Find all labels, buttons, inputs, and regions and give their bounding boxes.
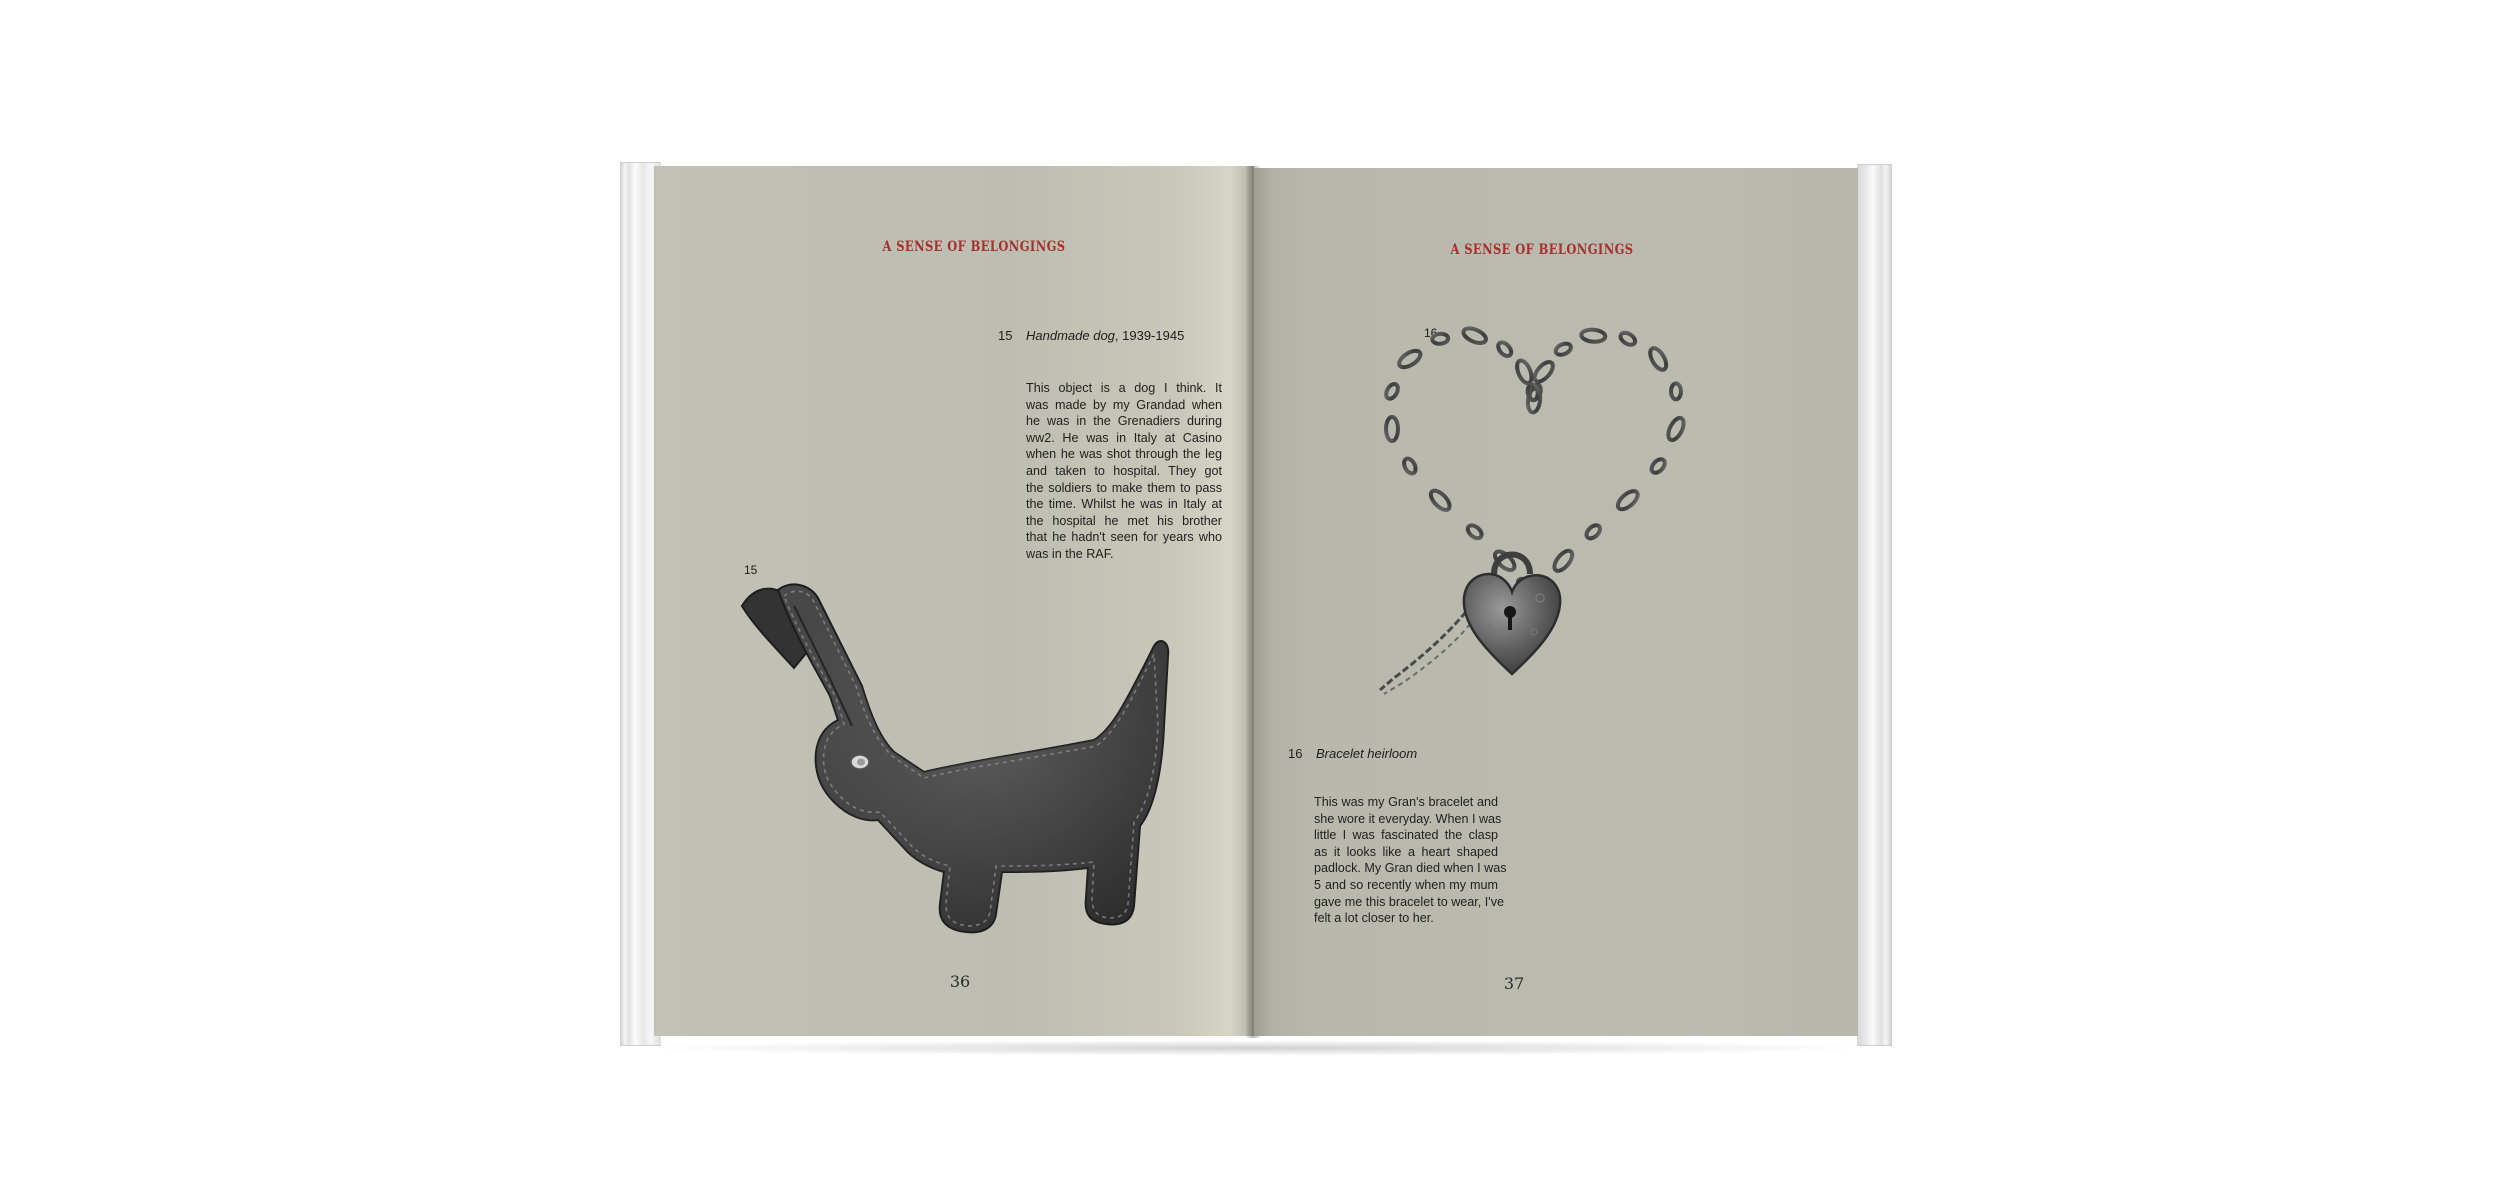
figure-number: 16	[1424, 326, 1438, 340]
chain-link	[1581, 329, 1606, 343]
page-number: 36	[949, 972, 971, 991]
chain-link	[1615, 488, 1641, 513]
chain-link	[1461, 325, 1488, 346]
caption-date: , 1939-1945	[1114, 328, 1185, 343]
chain-link	[1514, 358, 1534, 385]
body-text	[1314, 794, 1507, 927]
body-line: This object is a dog I think. It	[1026, 381, 1222, 395]
body-line: was in the RAF.	[1026, 546, 1114, 561]
body-line: felt a lot closer to her.	[1314, 911, 1434, 926]
right-page	[1254, 168, 1858, 1036]
chain-link	[1432, 333, 1449, 344]
chain-link	[1384, 382, 1401, 401]
body-line: was made by my Grandad when	[1026, 397, 1222, 412]
leather-dog-photo	[734, 576, 1194, 956]
body-line: he was in the Grenadiers during	[1026, 414, 1222, 429]
left-page	[654, 166, 1254, 1036]
body-line: and taken to hospital. They got	[1026, 463, 1222, 478]
body-line: padlock. My Gran died when I was	[1314, 861, 1507, 876]
chain-link	[1551, 548, 1576, 574]
figure-caption	[998, 328, 1184, 343]
caption-number: 15	[998, 328, 1013, 343]
body-line: the hospital he met his brother	[1026, 513, 1222, 528]
running-head: A SENSE OF BELONGINGS	[882, 239, 1066, 255]
body-line: 5 and so recently when my mum	[1314, 877, 1498, 892]
chain-link	[1618, 330, 1637, 347]
chain-link	[1531, 359, 1556, 385]
chain-link	[1649, 457, 1667, 475]
chain-link	[1496, 340, 1514, 359]
chain-link	[1465, 523, 1484, 541]
body-text	[1026, 380, 1222, 563]
chain-link	[1584, 523, 1603, 541]
heart-padlock-bracelet-photo	[1344, 298, 1724, 718]
figure-caption	[1288, 746, 1417, 761]
body-line: This was my Gran's bracelet and	[1314, 795, 1498, 809]
open-book	[620, 158, 1892, 1048]
caption-title: Bracelet heirloom	[1316, 746, 1418, 761]
body-line: the soldiers to make them to pass	[1026, 480, 1222, 495]
right-page-edges	[1857, 164, 1892, 1046]
body-line: ww2. He was in Italy at Casino	[1026, 430, 1222, 445]
body-line: as it looks like a heart shaped	[1314, 844, 1498, 859]
page-number: 37	[1503, 974, 1525, 993]
body-line: the time. Whilst he was in Italy at	[1026, 497, 1222, 512]
caption-number: 16	[1288, 746, 1303, 761]
running-head: A SENSE OF BELONGINGS	[1450, 242, 1634, 258]
chain-link	[1402, 457, 1418, 476]
body-line: that he hadn't seen for years who	[1026, 530, 1222, 545]
chain-link	[1665, 416, 1687, 443]
book-shadow	[630, 1040, 1882, 1056]
chain-link	[1647, 346, 1669, 373]
body-line: little I was fascinated the clasp	[1314, 828, 1498, 843]
body-line: when he was shot through the leg	[1026, 447, 1222, 462]
caption-title: Handmade dog	[1026, 328, 1115, 343]
chain-link	[1671, 383, 1681, 399]
chain-link	[1554, 341, 1573, 357]
figure-number: 15	[744, 563, 758, 577]
chain-link	[1386, 417, 1398, 441]
chain-link	[1396, 348, 1423, 371]
chain-link	[1428, 487, 1453, 513]
body-line: gave me this bracelet to wear, I've	[1314, 894, 1505, 909]
body-line: she wore it everyday. When I was	[1314, 811, 1502, 826]
